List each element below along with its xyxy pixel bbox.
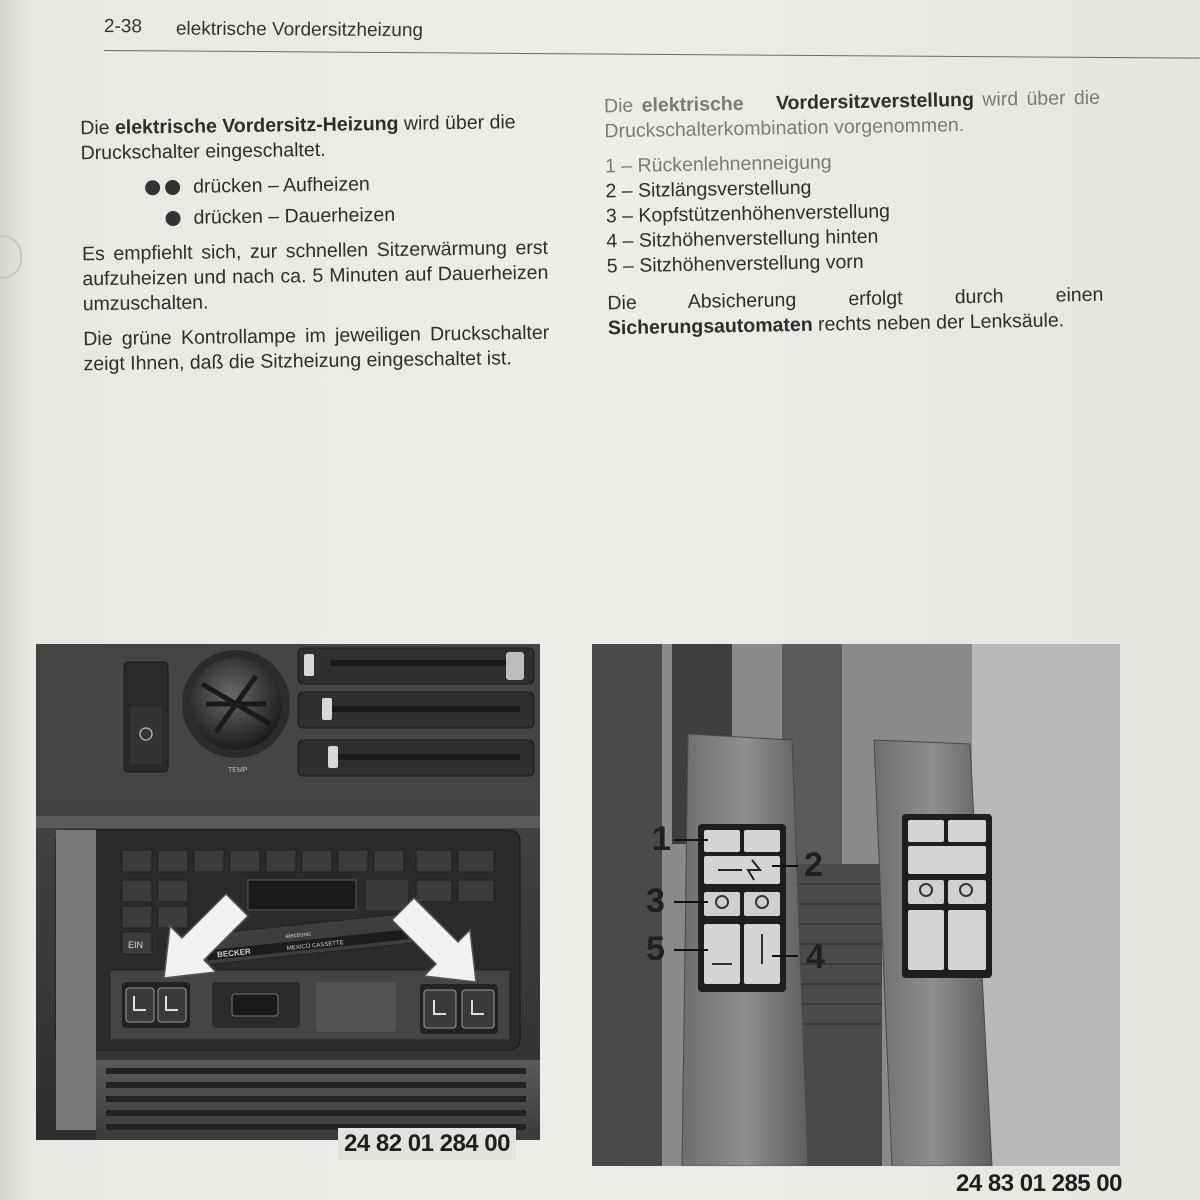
radio-brand: BECKER: [216, 946, 252, 960]
photo-code-left: 24 82 01 284 00: [338, 1128, 516, 1160]
adjustment-list: [605, 146, 1103, 280]
bullet-text-dauerheizen: drücken – Dauerheizen: [193, 203, 396, 229]
left-paragraph-3: Die grüne Kontrollampe im jeweiligen Druckschalter zeigt Ihnen, daß die Sitzheizung eingeschaltet ist.: [83, 321, 550, 376]
photo-dashboard: [36, 644, 540, 1140]
list-item: 3 – Kopfstützenhöhenverstellung: [605, 200, 891, 228]
intro-suffix: wird über die Druckschalter eingeschaltet.: [80, 111, 516, 165]
list-item: 4 – Sitzhöhenverstellung hinten: [606, 225, 879, 253]
right-closing: [607, 283, 1104, 342]
left-column: [80, 110, 550, 387]
right-intro-prefix: Die: [603, 94, 642, 118]
closing-prefix: Die Absicherung erfolgt durch einen: [607, 283, 1104, 315]
list-item: 1 – Rückenlehnenneigung: [604, 151, 832, 178]
radio-sub: electronic: [285, 931, 312, 941]
right-intro-suffix: wird über die Druckschalterkombination vorgenommen.: [604, 86, 1101, 143]
bullet-text-aufheizen: drücken – Aufheizen: [192, 173, 370, 198]
right-intro-bold-faded: elektrische: [641, 92, 744, 117]
temp-label: TEMP: [228, 767, 248, 774]
page-header: [104, 14, 1200, 59]
photo-code-right: 24 83 01 285 00: [956, 1170, 1122, 1197]
closing-suffix: rechts neben der Lenksäule.: [812, 309, 1065, 336]
bullet-single: [81, 201, 547, 233]
right-intro-bold: Vordersitzverstellung: [775, 88, 975, 115]
dot-icon: [145, 180, 160, 195]
page-number: 2-38: [103, 15, 143, 38]
closing-bold: Sicherungsautomaten: [607, 313, 813, 340]
callout-1: 1: [652, 820, 671, 858]
dot-icon: [165, 180, 180, 195]
bullet-double: [81, 170, 547, 202]
seat-switch-illustration: [592, 644, 1120, 1166]
callout-2: 2: [804, 846, 823, 884]
callout-3: 3: [646, 882, 665, 920]
dot-icon: [165, 211, 180, 226]
list-item: 5 – Sitzhöhenverstellung vorn: [606, 250, 864, 278]
ein-label: EIN: [128, 940, 144, 950]
dashboard-illustration: [36, 644, 540, 1140]
seat-heat-switch-passenger-1[interactable]: [424, 990, 456, 1028]
right-column: [604, 86, 1104, 352]
callout-5: 5: [646, 930, 665, 968]
photo-seat-switches: [592, 644, 1120, 1166]
seat-heat-switch-driver-2[interactable]: [158, 988, 186, 1022]
seat-heat-switch-driver-1[interactable]: [126, 988, 154, 1022]
left-intro: [80, 110, 547, 167]
callout-4: 4: [806, 938, 825, 976]
intro-bold: elektrische Vordersitz-Heizung: [114, 112, 399, 139]
radio-model: MEXICO CASSETTE: [286, 940, 344, 953]
chapter-title: elektrische Vordersitzheizung: [175, 18, 424, 42]
right-intro: [604, 86, 1101, 145]
switch-height-front[interactable]: [704, 924, 740, 984]
list-item: 2 – Sitzlängsverstellung: [605, 176, 812, 203]
seat-heat-switch-passenger-2[interactable]: [462, 990, 494, 1028]
switch-backrest-2[interactable]: [744, 830, 780, 852]
left-paragraph-2: Es empfiehlt sich, zur schnellen Sitzerwärmung erst aufzuheizen und nach ca. 5 Minuten auf Dauerheizen umzuschalten.: [81, 236, 549, 316]
switch-backrest-1[interactable]: [704, 830, 740, 852]
intro-prefix: Die: [80, 116, 116, 140]
